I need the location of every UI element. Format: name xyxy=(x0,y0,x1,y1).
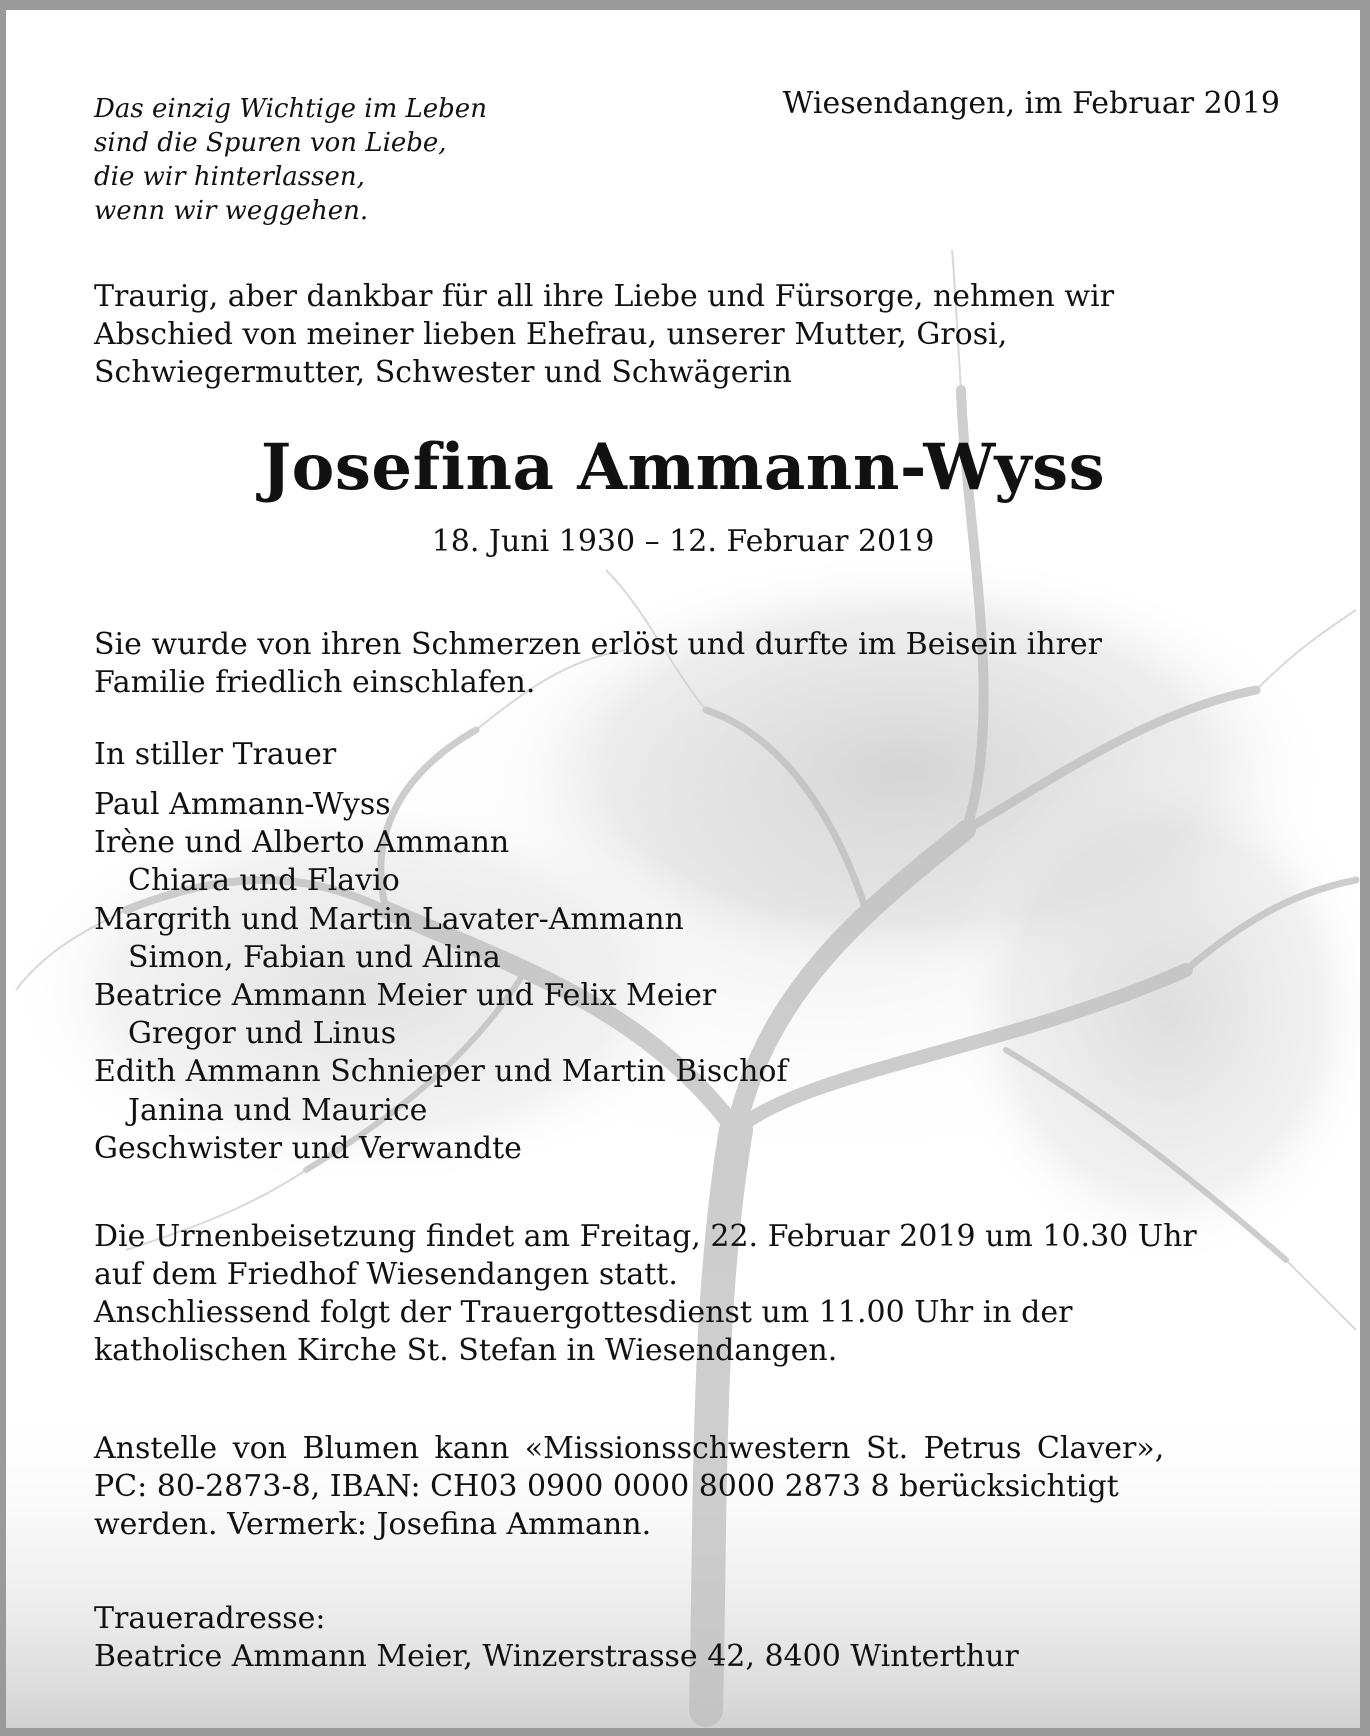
quote-line: die wir hinterlassen, xyxy=(94,162,365,192)
address-value: Beatrice Ammann Meier, Winzerstrasse 42, 8400 Winterthur xyxy=(94,1639,1019,1674)
mourner-entry: Geschwister und Verwandte xyxy=(94,1130,522,1166)
address-label: Traueradresse: xyxy=(94,1601,326,1636)
ceremony-line: Anschliessend folgt der Trauergottesdienst um 11.00 Uhr in der xyxy=(94,1295,1073,1330)
mourner-entry-grandchildren: Gregor und Linus xyxy=(128,1016,397,1052)
donation-paragraph xyxy=(94,1430,1164,1544)
mourner-entry-grandchildren: Simon, Fabian und Alina xyxy=(128,939,501,975)
donation-line: PC: 80-2873-8, IBAN: CH03 0900 0000 8000 2873 8 berücksichtigt xyxy=(94,1469,1119,1504)
deceased-name: Josefina Ammann-Wyss xyxy=(260,430,1106,505)
mourners-list xyxy=(94,786,788,1168)
obituary-page xyxy=(6,10,1360,1728)
intro-line: Schwiegermutter, Schwester und Schwägerin xyxy=(94,355,792,390)
obituary-content xyxy=(6,10,1360,1728)
mourner-entry: Edith Ammann Schnieper und Martin Bischof xyxy=(94,1054,788,1090)
ceremony-line: katholischen Kirche St. Stefan in Wiesendangen. xyxy=(94,1333,838,1368)
mourners-heading: In stiller Trauer xyxy=(94,737,337,772)
ceremony-paragraph xyxy=(94,1218,1197,1370)
intro-line: Abschied von meiner lieben Ehefrau, unserer Mutter, Grosi, xyxy=(94,317,1008,352)
passing-line: Familie friedlich einschlafen. xyxy=(94,665,536,700)
passing-line: Sie wurde von ihren Schmerzen erlöst und durfte im Beisein ihrer xyxy=(94,627,1103,662)
mourner-entry-grandchildren: Janina und Maurice xyxy=(128,1092,428,1128)
quote-line: wenn wir weggehen. xyxy=(94,196,369,226)
quote-line: Das einzig Wichtige im Leben xyxy=(94,94,487,124)
mourner-entry-grandchildren: Chiara und Flavio xyxy=(128,863,400,899)
intro-line: Traurig, aber dankbar für all ihre Liebe und Fürsorge, nehmen wir xyxy=(94,279,1115,314)
mourner-entry: Paul Ammann-Wyss xyxy=(94,787,391,822)
mourning-address xyxy=(94,1600,1019,1676)
donation-line: werden. Vermerk: Josefina Ammann. xyxy=(94,1507,652,1542)
mourner-entry: Irène und Alberto Ammann xyxy=(94,825,510,861)
ceremony-line: auf dem Friedhof Wiesendangen statt. xyxy=(94,1257,678,1292)
intro-paragraph xyxy=(94,278,1114,392)
quote-line: sind die Spuren von Liebe, xyxy=(94,128,447,158)
passing-paragraph xyxy=(94,626,1102,702)
donation-line: Anstelle von Blumen kann «Missionsschwestern St. Petrus Claver», xyxy=(94,1431,1165,1466)
epigraph-quote xyxy=(94,92,487,228)
place-and-date: Wiesendangen, im Februar 2019 xyxy=(782,86,1280,121)
ceremony-line: Die Urnenbeisetzung findet am Freitag, 22. Februar 2019 um 10.30 Uhr xyxy=(94,1219,1197,1254)
mourner-entry: Margrith und Martin Lavater-Ammann xyxy=(94,901,684,937)
life-dates: 18. Juni 1930 – 12. Februar 2019 xyxy=(431,524,935,559)
mourner-entry: Beatrice Ammann Meier und Felix Meier xyxy=(94,978,717,1014)
